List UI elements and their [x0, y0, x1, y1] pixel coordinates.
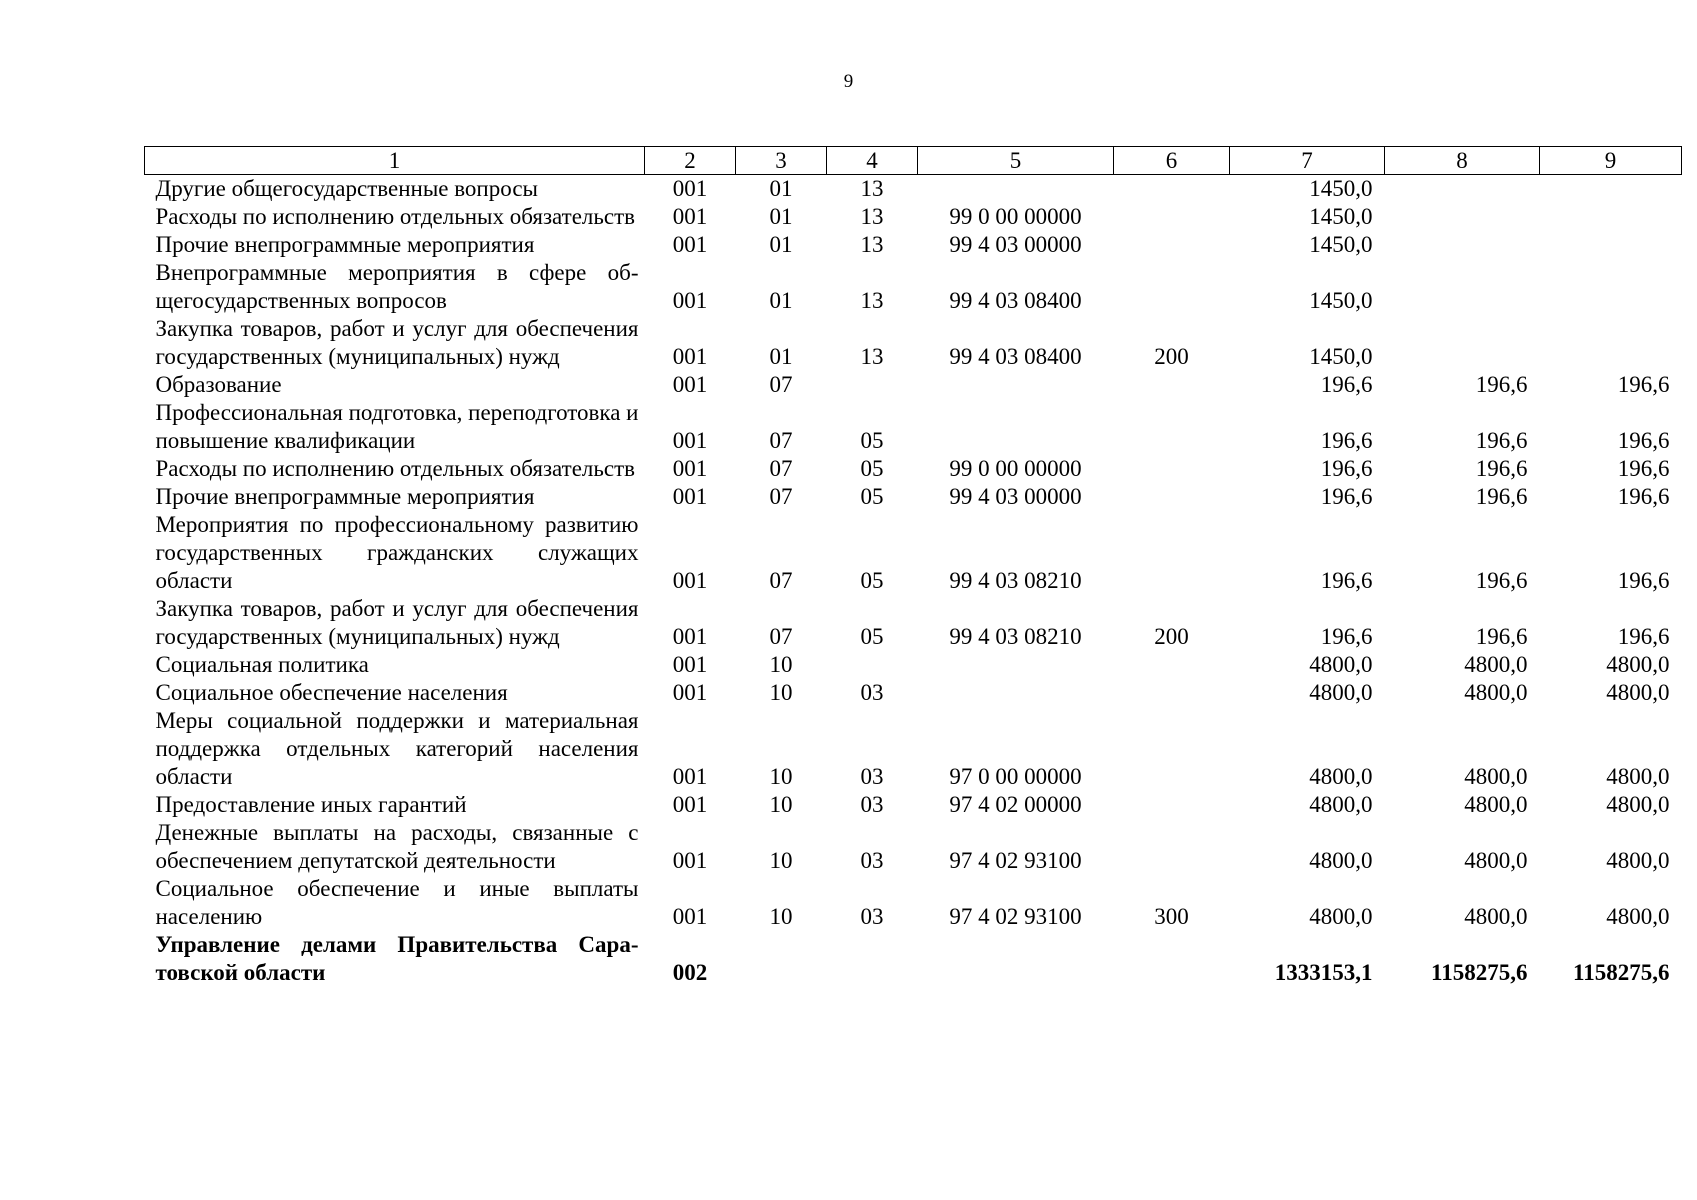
header-cell-5: 5: [918, 147, 1114, 175]
amount-col-8: 196,6: [1475, 456, 1528, 481]
table-header: [145, 147, 1682, 175]
table-row: [145, 483, 1682, 511]
table-row: [145, 595, 1682, 651]
admin-code: 001: [672, 568, 708, 593]
item-name: Закупка товаров, работ и услуг для обеспечения государственных (муниципальных) нужд: [155, 316, 639, 369]
amount-col-8: 196,6: [1475, 428, 1528, 453]
target-article-code: [918, 175, 1114, 204]
expense-type-code: [1114, 371, 1230, 399]
amount-col-8: [1385, 315, 1540, 371]
amount-col-7: 1450,0: [1309, 176, 1373, 201]
item-name: Расходы по исполнению отдельных обязательств: [155, 204, 635, 229]
target-article-code: 97 4 02 93100: [949, 848, 1082, 873]
subsection-code: 03: [860, 848, 884, 873]
table-row: [145, 175, 1682, 204]
amount-col-9: [1540, 231, 1682, 259]
amount-col-9: 4800,0: [1606, 652, 1670, 677]
amount-col-7: 196,6: [1320, 568, 1373, 593]
item-name: Меры социальной поддержки и материальная поддержка отдельных категорий населения области: [155, 708, 639, 789]
subsection-code: 05: [860, 428, 884, 453]
section-code: 10: [769, 764, 793, 789]
target-article-code: 99 4 03 08400: [949, 344, 1082, 369]
amount-col-7: 4800,0: [1309, 848, 1373, 873]
expense-type-code: [1114, 707, 1230, 791]
budget-table: [144, 146, 1682, 987]
expense-type-code: [1114, 791, 1230, 819]
target-article-code: 97 4 02 93100: [949, 904, 1082, 929]
subsection-code: [827, 651, 918, 679]
item-name: Социальная политика: [155, 652, 369, 677]
table-row: [145, 203, 1682, 231]
amount-col-7: 196,6: [1320, 372, 1373, 397]
item-name: Прочие внепрограммные мероприятия: [155, 484, 535, 509]
table-row: [145, 455, 1682, 483]
amount-col-8: 196,6: [1475, 568, 1528, 593]
subsection-code: 05: [860, 568, 884, 593]
amount-col-8: [1385, 259, 1540, 315]
header-cell-4: 4: [827, 147, 918, 175]
amount-col-8: [1385, 203, 1540, 231]
section-code: 10: [769, 904, 793, 929]
section-code: 10: [769, 652, 793, 677]
table-row: [145, 399, 1682, 455]
target-article-code: 99 4 03 08210: [949, 624, 1082, 649]
amount-col-7: 4800,0: [1309, 680, 1373, 705]
item-name: Другие общегосударственные вопросы: [155, 176, 538, 201]
target-article-code: 97 4 02 00000: [949, 792, 1082, 817]
expense-type-code: [1114, 511, 1230, 595]
target-article-code: 99 4 03 00000: [949, 484, 1082, 509]
amount-col-9: 196,6: [1617, 372, 1670, 397]
subsection-code: 13: [860, 232, 884, 257]
admin-code: 001: [672, 232, 708, 257]
admin-code: 001: [672, 484, 708, 509]
expense-type-code: [1114, 819, 1230, 875]
amount-col-7: 4800,0: [1309, 792, 1373, 817]
admin-code: 001: [672, 344, 708, 369]
header-cell-6: 6: [1114, 147, 1230, 175]
amount-col-9: 4800,0: [1606, 764, 1670, 789]
amount-col-8: 196,6: [1475, 624, 1528, 649]
subsection-code: 13: [860, 204, 884, 229]
amount-col-7: 4800,0: [1309, 652, 1373, 677]
admin-code: 001: [672, 624, 708, 649]
subsection-code: [827, 931, 918, 987]
target-article-code: 99 4 03 00000: [949, 232, 1082, 257]
amount-col-9: [1540, 259, 1682, 315]
expense-type-code: 200: [1154, 624, 1189, 649]
table-row: [145, 651, 1682, 679]
amount-col-9: 196,6: [1617, 484, 1670, 509]
admin-code: 001: [672, 204, 708, 229]
item-name: Денежные выплаты на расходы, связанные с обеспечением депутатской деятельности: [155, 820, 639, 873]
table-row: [145, 679, 1682, 707]
expense-type-code: [1114, 231, 1230, 259]
item-name: Управление делами Правительства Саратовской области: [155, 932, 639, 985]
table-row: [145, 231, 1682, 259]
amount-col-8: 4800,0: [1464, 652, 1528, 677]
subsection-code: 03: [860, 792, 884, 817]
header-cell-8: 8: [1385, 147, 1540, 175]
page-number: 9: [843, 71, 854, 92]
section-code: 07: [769, 456, 793, 481]
amount-col-7: 1333153,1: [1274, 960, 1373, 985]
item-name: Социальное обеспечение и иные выплаты населению: [155, 876, 639, 929]
amount-col-8: 4800,0: [1464, 848, 1528, 873]
target-article-code: 99 4 03 08400: [949, 288, 1082, 313]
amount-col-9: 4800,0: [1606, 904, 1670, 929]
admin-code: 001: [672, 904, 708, 929]
admin-code: 001: [672, 652, 708, 677]
admin-code: 001: [672, 372, 708, 397]
amount-col-9: 196,6: [1617, 624, 1670, 649]
expense-type-code: [1114, 455, 1230, 483]
header-cell-7: 7: [1230, 147, 1385, 175]
table-row: [145, 819, 1682, 875]
amount-col-9: 196,6: [1617, 456, 1670, 481]
amount-col-8: 4800,0: [1464, 792, 1528, 817]
table-body: [145, 175, 1682, 988]
amount-col-7: 1450,0: [1309, 204, 1373, 229]
target-article-code: [918, 399, 1114, 455]
amount-col-9: 196,6: [1617, 568, 1670, 593]
amount-col-9: 4800,0: [1606, 848, 1670, 873]
table-row: [145, 707, 1682, 791]
amount-col-8: 1158275,6: [1431, 960, 1528, 985]
table-row: [145, 791, 1682, 819]
target-article-code: [918, 651, 1114, 679]
admin-code: 001: [672, 428, 708, 453]
table-row: [145, 875, 1682, 931]
header-cell-2: 2: [645, 147, 736, 175]
target-article-code: 97 0 00 00000: [949, 764, 1082, 789]
expense-type-code: [1114, 175, 1230, 204]
item-name: Прочие внепрограммные мероприятия: [155, 232, 535, 257]
item-name: Профессиональная подготовка, переподготовка и повышение квалификации: [155, 400, 639, 453]
item-name: Закупка товаров, работ и услуг для обеспечения государственных (муниципальных) нужд: [155, 596, 639, 649]
section-code: 07: [769, 624, 793, 649]
target-article-code: 99 0 00 00000: [949, 204, 1082, 229]
amount-col-8: [1385, 175, 1540, 204]
admin-code: 001: [672, 176, 708, 201]
item-name: Внепрограммные мероприятия в сфере общегосударственных вопросов: [155, 260, 639, 313]
amount-col-7: 196,6: [1320, 484, 1373, 509]
amount-col-9: [1540, 315, 1682, 371]
expense-type-code: [1114, 651, 1230, 679]
item-name: Предоставление иных гарантий: [155, 792, 467, 817]
admin-code: 001: [672, 456, 708, 481]
expense-type-code: [1114, 203, 1230, 231]
table-row: [145, 511, 1682, 595]
amount-col-9: [1540, 175, 1682, 204]
expense-type-code: [1114, 259, 1230, 315]
table-row: [145, 371, 1682, 399]
section-code: 07: [769, 372, 793, 397]
admin-code: 002: [672, 960, 708, 985]
target-article-code: [918, 371, 1114, 399]
section-code: 01: [769, 232, 793, 257]
amount-col-8: 4800,0: [1464, 764, 1528, 789]
section-code: 07: [769, 568, 793, 593]
amount-col-8: 196,6: [1475, 484, 1528, 509]
table-row: [145, 315, 1682, 371]
amount-col-8: 4800,0: [1464, 904, 1528, 929]
amount-col-9: 4800,0: [1606, 680, 1670, 705]
amount-col-9: [1540, 203, 1682, 231]
expense-type-code: [1114, 679, 1230, 707]
amount-col-8: [1385, 231, 1540, 259]
section-code: 10: [769, 792, 793, 817]
section-code: 10: [769, 680, 793, 705]
expense-type-code: [1114, 399, 1230, 455]
section-code: 01: [769, 288, 793, 313]
subsection-code: 13: [860, 288, 884, 313]
admin-code: 001: [672, 680, 708, 705]
amount-col-7: 196,6: [1320, 624, 1373, 649]
admin-code: 001: [672, 792, 708, 817]
admin-code: 001: [672, 764, 708, 789]
header-row: [145, 147, 1682, 175]
amount-col-7: 1450,0: [1309, 232, 1373, 257]
section-code: 01: [769, 344, 793, 369]
section-code: 07: [769, 428, 793, 453]
amount-col-9: 196,6: [1617, 428, 1670, 453]
subsection-code: 13: [860, 176, 884, 201]
section-code: 10: [769, 848, 793, 873]
target-article-code: 99 4 03 08210: [949, 568, 1082, 593]
subsection-code: 05: [860, 484, 884, 509]
expense-type-code: 200: [1154, 344, 1189, 369]
amount-col-9: 1158275,6: [1573, 960, 1670, 985]
subsection-code: 03: [860, 680, 884, 705]
admin-code: 001: [672, 288, 708, 313]
target-article-code: [918, 931, 1114, 987]
target-article-code: [918, 679, 1114, 707]
amount-col-7: 4800,0: [1309, 764, 1373, 789]
admin-code: 001: [672, 848, 708, 873]
target-article-code: 99 0 00 00000: [949, 456, 1082, 481]
subsection-code: 03: [860, 904, 884, 929]
amount-col-8: 196,6: [1475, 372, 1528, 397]
section-code: 01: [769, 176, 793, 201]
expense-type-code: [1114, 931, 1230, 987]
header-cell-9: 9: [1540, 147, 1682, 175]
subsection-code: 05: [860, 624, 884, 649]
subsection-code: [827, 371, 918, 399]
expense-type-code: [1114, 483, 1230, 511]
item-name: Расходы по исполнению отдельных обязательств: [155, 456, 635, 481]
section-code: [736, 931, 827, 987]
amount-col-9: 4800,0: [1606, 792, 1670, 817]
amount-col-8: 4800,0: [1464, 680, 1528, 705]
amount-col-7: 196,6: [1320, 428, 1373, 453]
section-code: 01: [769, 204, 793, 229]
subsection-code: 13: [860, 344, 884, 369]
section-code: 07: [769, 484, 793, 509]
header-cell-1: 1: [145, 147, 645, 175]
subsection-code: 05: [860, 456, 884, 481]
item-name: Образование: [155, 372, 282, 397]
expense-type-code: 300: [1154, 904, 1189, 929]
item-name: Мероприятия по профессиональному развитию государственных гражданских служащих области: [155, 512, 639, 593]
table-row: [145, 259, 1682, 315]
subsection-code: 03: [860, 764, 884, 789]
amount-col-7: 4800,0: [1309, 904, 1373, 929]
table-row: [145, 931, 1682, 987]
amount-col-7: 1450,0: [1309, 288, 1373, 313]
amount-col-7: 1450,0: [1309, 344, 1373, 369]
amount-col-7: 196,6: [1320, 456, 1373, 481]
header-cell-3: 3: [736, 147, 827, 175]
item-name: Социальное обеспечение населения: [155, 680, 508, 705]
